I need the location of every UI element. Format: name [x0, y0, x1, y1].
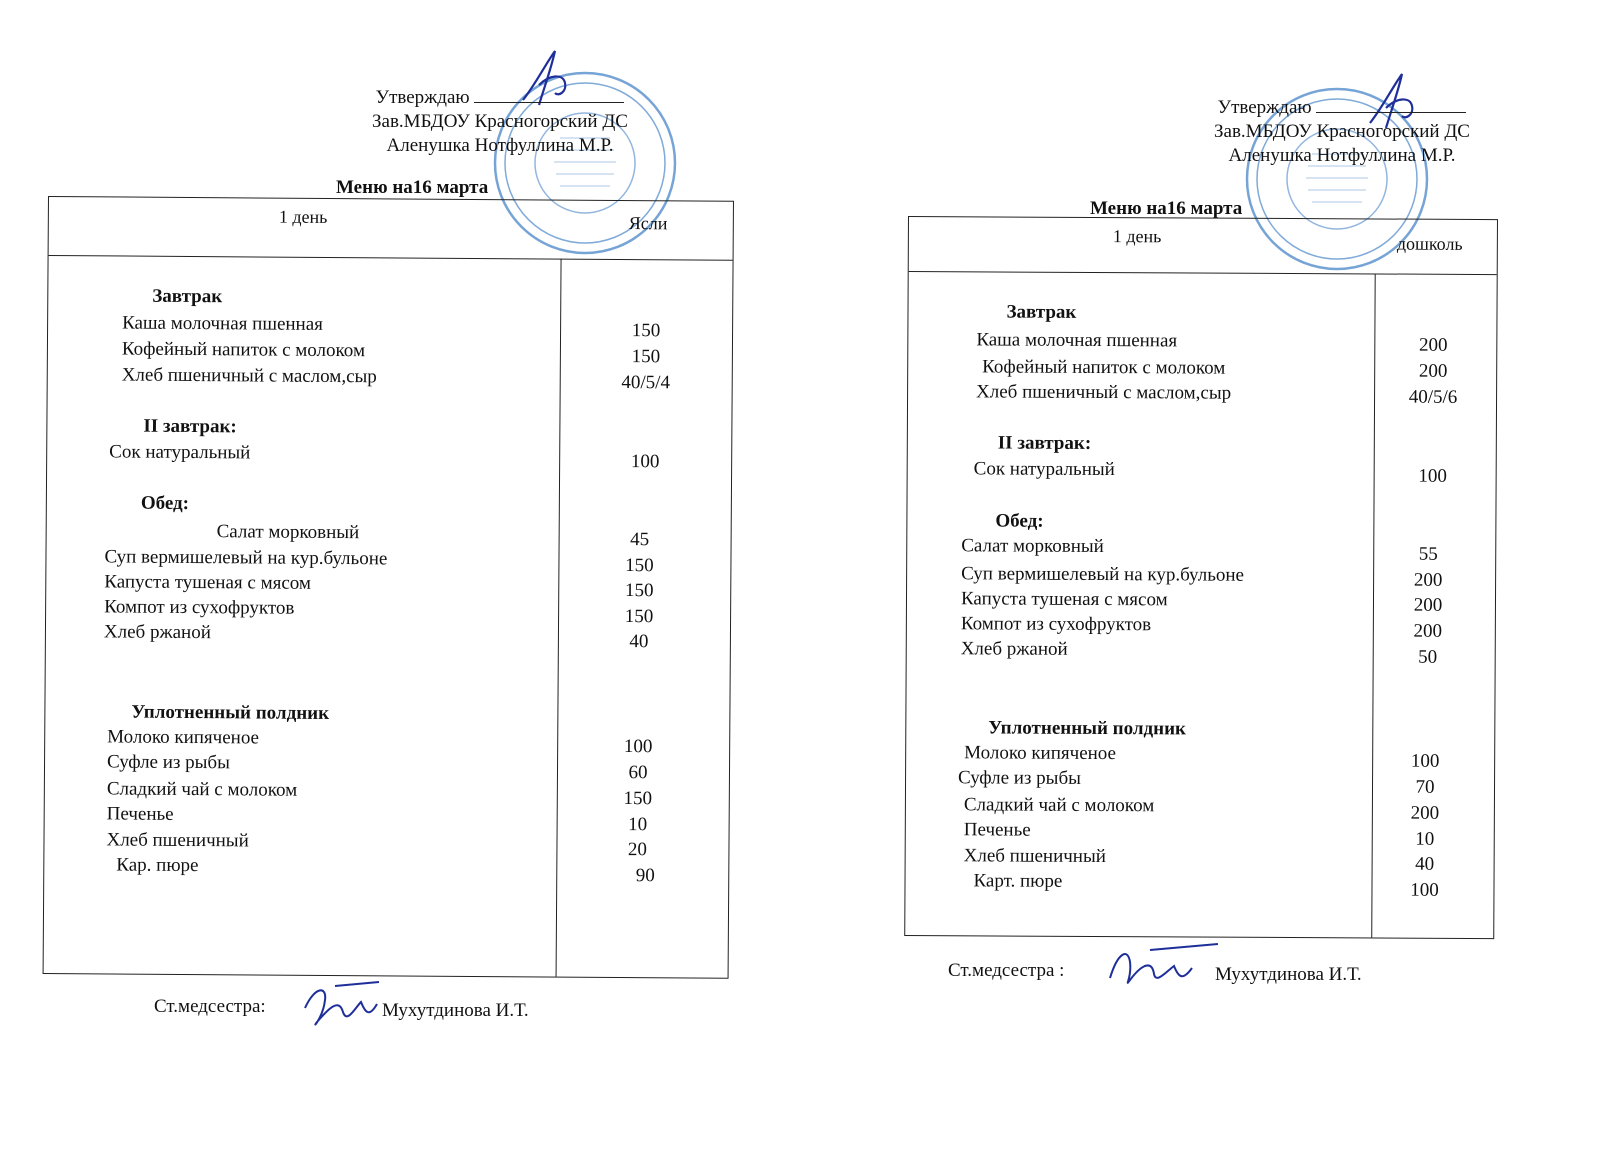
dish-amount: 150	[631, 320, 661, 342]
dish-item: Печенье	[106, 803, 174, 825]
approval-block	[1172, 96, 1512, 168]
menu-table	[43, 196, 734, 979]
section-afternoon-snack: Уплотненный полдник	[131, 701, 330, 724]
dish-item: Кофейный напиток с молоком	[982, 356, 1226, 379]
section-breakfast: Завтрак	[152, 285, 223, 308]
approval-position: Зав.МБДОУ Красногорский ДС	[372, 111, 628, 132]
section-second-breakfast: II завтрак:	[143, 415, 237, 438]
group-label: дошколь	[1396, 233, 1463, 254]
dish-amount: 150	[624, 606, 654, 628]
header-divider	[49, 255, 733, 261]
dish-item: Компот из сухофруктов	[104, 596, 295, 619]
dish-item: Суфле из рыбы	[106, 751, 230, 774]
dish-amount: 40	[1415, 853, 1435, 875]
menu-page-preschool	[800, 0, 1600, 1162]
dish-amount: 100	[630, 451, 660, 473]
signature-line	[474, 101, 624, 103]
dish-item: Компот из сухофруктов	[960, 613, 1152, 636]
dish-item: Сладкий чай с молоком	[106, 778, 298, 801]
dish-amount: 150	[631, 346, 661, 368]
nurse-name: Мухутдинова И.Т.	[1215, 964, 1362, 985]
dish-item: Суп вермишелевый на кур.бульоне	[961, 563, 1245, 586]
dish-item: Хлеб пшеничный с маслом,сыр	[121, 364, 377, 388]
dish-item: Карт. пюре	[973, 870, 1063, 892]
day-label: 1 день	[278, 206, 328, 227]
dish-item: Салат морковный	[216, 521, 360, 544]
day-label: 1 день	[1112, 226, 1162, 247]
dish-amount: 200	[1418, 360, 1448, 382]
dish-amount: 60	[628, 762, 648, 784]
approval-name: Аленушка Нотфуллина М.Р.	[386, 135, 614, 156]
dish-amount: 100	[1410, 879, 1439, 901]
header-divider	[909, 271, 1497, 275]
nurse-name: Мухутдинова И.Т.	[382, 1000, 529, 1021]
dish-item: Каша молочная пшенная	[976, 329, 1178, 352]
dish-amount: 150	[624, 580, 654, 602]
section-second-breakfast: II завтрак:	[997, 432, 1092, 454]
dish-amount: 70	[1415, 776, 1435, 798]
dish-item: Салат морковный	[961, 535, 1104, 558]
menu-title: Меню на16 марта	[336, 177, 489, 198]
dish-item: Хлеб ржаной	[103, 621, 211, 644]
nurse-signature	[1100, 938, 1230, 998]
menu-table	[904, 216, 1498, 939]
dish-amount: 200	[1413, 620, 1443, 642]
dish-amount: 55	[1418, 543, 1438, 565]
dish-item: Сок натуральный	[109, 441, 251, 464]
nurse-label: Ст.медсестра:	[154, 996, 266, 1017]
dish-item: Хлеб пшеничный	[106, 829, 249, 852]
dish-item: Молоко кипяченое	[964, 742, 1117, 765]
approval-block	[330, 86, 670, 158]
dish-item: Суп вермишелевый на кур.бульоне	[104, 546, 388, 570]
signature-line	[1316, 111, 1466, 113]
dish-item: Хлеб ржаной	[960, 638, 1068, 660]
column-divider	[556, 259, 562, 977]
dish-item: Капуста тушеная с мясом	[104, 571, 312, 594]
dish-item: Сок натуральный	[973, 458, 1115, 481]
dish-amount: 20	[627, 839, 648, 861]
dish-item: Каша молочная пшенная	[122, 312, 324, 335]
dish-amount: 10	[1415, 828, 1435, 850]
approval-position: Зав.МБДОУ Красногорский ДС	[1214, 121, 1470, 142]
dish-amount: 100	[623, 736, 653, 758]
approve-word: Утверждаю	[1217, 97, 1312, 118]
group-label: Ясли	[628, 213, 668, 234]
dish-amount: 50	[1418, 646, 1438, 668]
dish-amount: 200	[1410, 802, 1440, 824]
dish-amount: 40/5/4	[621, 372, 671, 394]
dish-amount: 100	[1410, 750, 1440, 772]
approve-word: Утверждаю	[375, 87, 470, 108]
dish-amount: 200	[1413, 569, 1443, 591]
approval-name: Аленушка Нотфуллина М.Р.	[1228, 145, 1456, 166]
section-lunch: Обед:	[995, 510, 1044, 532]
dish-item: Сладкий чай с молоком	[963, 794, 1155, 817]
nurse-label: Ст.медсестра :	[948, 960, 1065, 981]
dish-item: Кар. пюре	[116, 854, 199, 877]
dish-item: Молоко кипяченое	[107, 726, 260, 749]
dish-amount: 45	[630, 529, 650, 551]
dish-item: Печенье	[963, 819, 1031, 841]
dish-amount: 40	[629, 631, 649, 653]
section-afternoon-snack: Уплотненный полдник	[988, 717, 1187, 740]
dish-item: Хлеб пшеничный	[963, 845, 1106, 868]
dish-amount: 40/5/6	[1408, 386, 1458, 408]
dish-amount: 10	[628, 814, 648, 836]
dish-amount: 200	[1419, 334, 1448, 356]
dish-amount: 150	[625, 555, 654, 577]
section-breakfast: Завтрак	[1006, 301, 1077, 323]
dish-item: Суфле из рыбы	[958, 767, 1081, 789]
dish-amount: 100	[1418, 465, 1447, 487]
dish-amount: 90	[635, 865, 655, 887]
dish-item: Кофейный напиток с молоком	[121, 338, 366, 362]
dish-amount: 150	[623, 788, 653, 810]
section-lunch: Обед:	[140, 492, 190, 514]
dish-item: Капуста тушеная с мясом	[960, 588, 1168, 611]
nurse-signature	[295, 978, 385, 1038]
column-divider	[1371, 273, 1375, 937]
menu-title: Меню на16 марта	[1090, 198, 1243, 219]
dish-item: Хлеб пшеничный с маслом,сыр	[976, 381, 1232, 404]
dish-amount: 200	[1413, 594, 1443, 616]
